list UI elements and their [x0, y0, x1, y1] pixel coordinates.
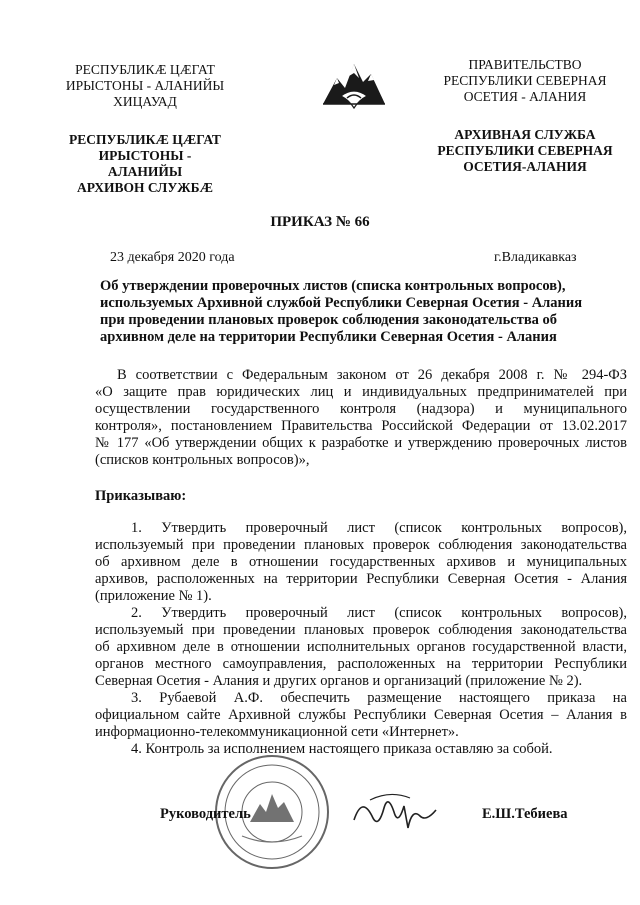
- item-line: органов местного самоуправления, расположенных на территории Республики: [95, 656, 627, 672]
- item-line: 3. Рубаевой А.Ф. обеспечить размещение настоящего приказа на: [131, 690, 627, 706]
- preamble-line: контроля», постановлением Правительства Российской Федерации от 13.02.2017: [95, 418, 627, 434]
- header-right-line: АРХИВНАЯ СЛУЖБА: [454, 127, 596, 142]
- item-line: 1. Утвердить проверочный лист (список контрольных вопросов),: [131, 520, 627, 536]
- subject-line: используемых Архивной службой Республики Северная Осетия - Алания: [100, 295, 583, 311]
- order-title: ПРИКАЗ № 66: [270, 214, 370, 230]
- header-left-line: ХИЦАУАД: [113, 94, 177, 109]
- mountain-emblem-icon: [319, 52, 389, 122]
- subject-line: архивном деле на территории Республики Северная Осетия - Алания: [100, 329, 557, 345]
- item-line: используемый при проведении плановых проверок соблюдения законодательства: [95, 537, 627, 553]
- header-left-line: АРХИВОН СЛУЖБӔ: [76, 180, 214, 195]
- header-right-line: ПРАВИТЕЛЬСТВО: [468, 57, 582, 72]
- order-city: г.Владикавказ: [494, 250, 577, 265]
- preamble-paragraph: [95, 367, 627, 469]
- header-right: [430, 57, 620, 175]
- header-left-line: РЕСПУБЛИКӔ ЦӔГАТ: [69, 132, 221, 147]
- header-right-line: РЕСПУБЛИКИ СЕВЕРНАЯ: [443, 73, 607, 88]
- prikazyvayu-heading: Приказываю:: [95, 488, 187, 504]
- preamble-line: «О защите прав юридических лиц и индивидуальных предпринимателей при: [95, 384, 627, 400]
- subject-line: при проведении плановых проверок соблюдения законодательства об: [100, 312, 558, 328]
- order-items: [95, 520, 627, 758]
- subject-line: Об утверждении проверочных листов (списка контрольных вопросов),: [100, 278, 566, 294]
- preamble-line: осуществлении государственного контроля (надзора) и муниципального: [95, 401, 627, 417]
- item-line: (приложение № 1).: [95, 588, 212, 604]
- order-date: 23 декабря 2020 года: [110, 250, 235, 265]
- header-left-service: [60, 132, 230, 196]
- header-left-government: [60, 62, 230, 110]
- header-right-line: ОСЕТИЯ - АЛАНИЯ: [463, 89, 587, 104]
- header-left-line: ИРЫСТОНЫ - АЛАНИЙЫ: [98, 148, 192, 179]
- header-right-service: [430, 127, 620, 175]
- header-left: [60, 62, 230, 196]
- header-left-line: ИРЫСТОНЫ - АЛАНИЙЫ: [65, 78, 225, 93]
- item-line: используемый при проведении плановых проверок соблюдения законодательства: [95, 622, 627, 638]
- header-right-government: [430, 57, 620, 105]
- item-line: об архивном деле в отношении исполнительных органов государственной власти,: [95, 639, 627, 655]
- header-left-line: РЕСПУБЛИКӔ ЦӔГАТ: [75, 62, 215, 77]
- handwritten-signature: [350, 786, 440, 836]
- preamble-line: В соответствии с Федеральным законом от 26 декабря 2008 г. № 294-ФЗ: [117, 367, 627, 383]
- item-line: официальном сайте Архивной службы Республики Северная Осетия – Алания в: [95, 707, 627, 723]
- item-line: Северная Осетия - Алания и других органов и организаций (приложение № 2).: [95, 673, 583, 689]
- item-line: архивов, расположенных на территории Республики Северная Осетия - Алания: [95, 571, 627, 587]
- header-right-line: ОСЕТИЯ-АЛАНИЯ: [463, 159, 587, 174]
- item-line: об архивном деле в отношении государственных архивов и муниципальных: [95, 554, 627, 570]
- preamble-line: (списков контрольных вопросов)»,: [95, 452, 310, 468]
- item-line: 2. Утвердить проверочный лист (список контрольных вопросов),: [131, 605, 627, 621]
- header-right-line: РЕСПУБЛИКИ СЕВЕРНАЯ: [437, 143, 613, 158]
- signature-name: Е.Ш.Тебиева: [482, 806, 568, 822]
- preamble-line: № 177 «Об утверждении общих к разработке и утверждению проверочных листов: [95, 435, 627, 451]
- signature-role: Руководитель: [160, 806, 251, 822]
- item-line: информационно-телекоммуникационной сети «Интернет».: [95, 724, 459, 740]
- order-subject: [100, 278, 583, 346]
- item-line: 4. Контроль за исполнением настоящего приказа оставляю за собой.: [131, 741, 553, 757]
